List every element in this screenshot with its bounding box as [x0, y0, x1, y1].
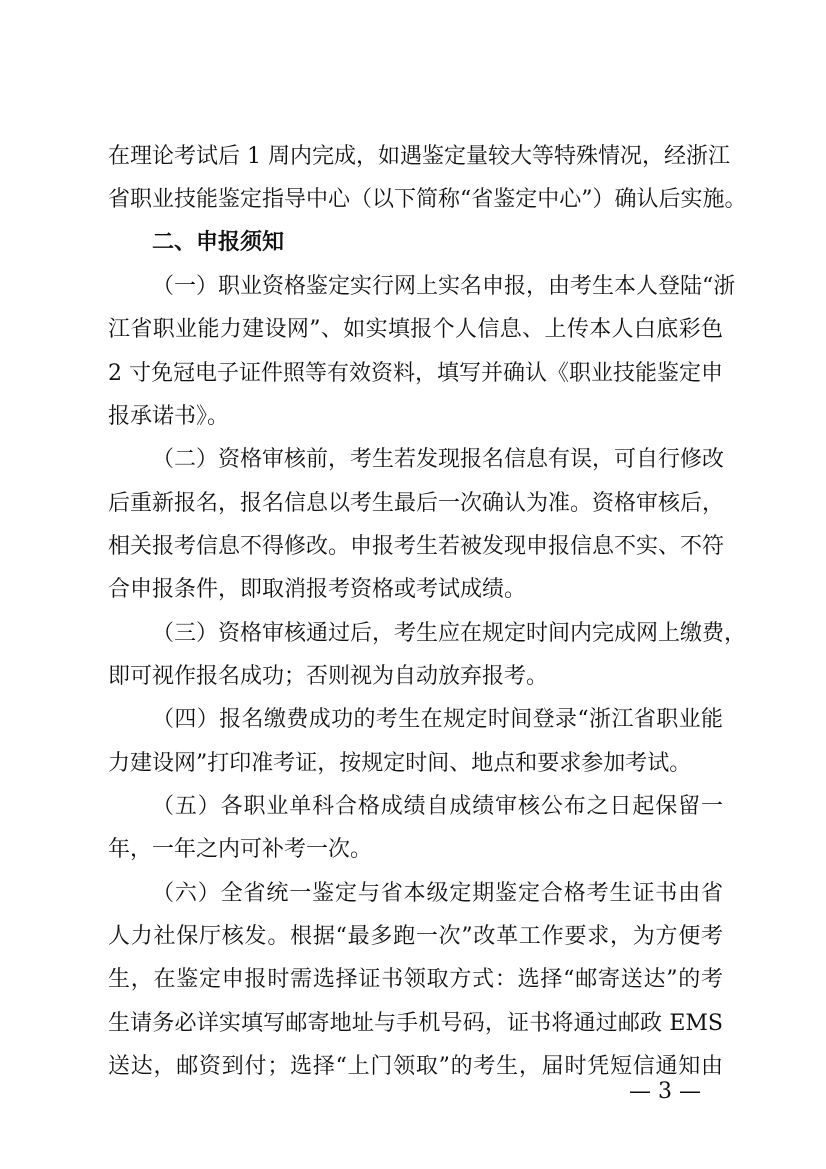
- paragraph-5-line: 年，一年之内可补考一次。: [108, 837, 373, 862]
- paragraph-6-line: 人力社保厅核发。根据“最多跑一次”改革工作要求，为方便考: [108, 924, 723, 949]
- paragraph-4-line: 力建设网”打印准考证，按规定时间、地点和要求参加考试。: [108, 751, 692, 776]
- paragraph-6-line: 生，在鉴定申报时需选择证书领取方式：选择“邮寄送达”的考: [108, 967, 723, 992]
- paragraph-4-line: （四）报名缴费成功的考生在规定时间登录“浙江省职业能: [152, 707, 723, 732]
- paragraph-6-line: 送达，邮资到付；选择“上门领取”的考生，届时凭短信通知由: [108, 1054, 723, 1079]
- paragraph-6-line: （六）全省统一鉴定与省本级定期鉴定合格考生证书由省: [152, 881, 723, 906]
- paragraph-3-line: 即可视作报名成功；否则视为自动放弃报考。: [108, 664, 549, 689]
- paragraph-3-line: （三）资格审核通过后，考生应在规定时间内完成网上缴费，: [152, 621, 747, 646]
- paragraph-5-line: （五）各职业单科合格成绩自成绩审核公布之日起保留一: [152, 794, 723, 819]
- paragraph-2-line: 合申报条件，即取消报考资格或考试成绩。: [108, 577, 527, 602]
- paragraph-2-line: （二）资格审核前，考生若发现报名信息有误，可自行修改: [152, 447, 725, 472]
- paragraph-2-line: 相关报考信息不得修改。申报考生若被发现申报信息不实、不符: [108, 534, 725, 559]
- paragraph-1-line: 2 寸免冠电子证件照等有效资料，填写并确认《职业技能鉴定申: [108, 361, 723, 386]
- section-heading: 二、申报须知: [152, 230, 285, 255]
- paragraph-1-line: 江省职业能力建设网”、如实填报个人信息、上传本人白底彩色: [108, 317, 723, 342]
- paragraph-6-line: 生请务必详实填写邮寄地址与手机号码，证书将通过邮政 EMS: [108, 1011, 723, 1036]
- paragraph-2-line: 后重新报名，报名信息以考生最后一次确认为准。资格审核后，: [108, 491, 725, 516]
- text-line: 在理论考试后 1 周内完成，如遇鉴定量较大等特殊情况，经浙江: [108, 144, 730, 169]
- page-number: — 3 —: [629, 1079, 701, 1104]
- paragraph-1-line: （一）职业资格鉴定实行网上实名申报，由考生本人登陆“浙: [152, 274, 736, 299]
- paragraph-1-line: 报承诺书》。: [108, 404, 230, 429]
- text-line: 省职业技能鉴定指导中心（以下简称“省鉴定中心”）确认后实施。: [108, 187, 747, 212]
